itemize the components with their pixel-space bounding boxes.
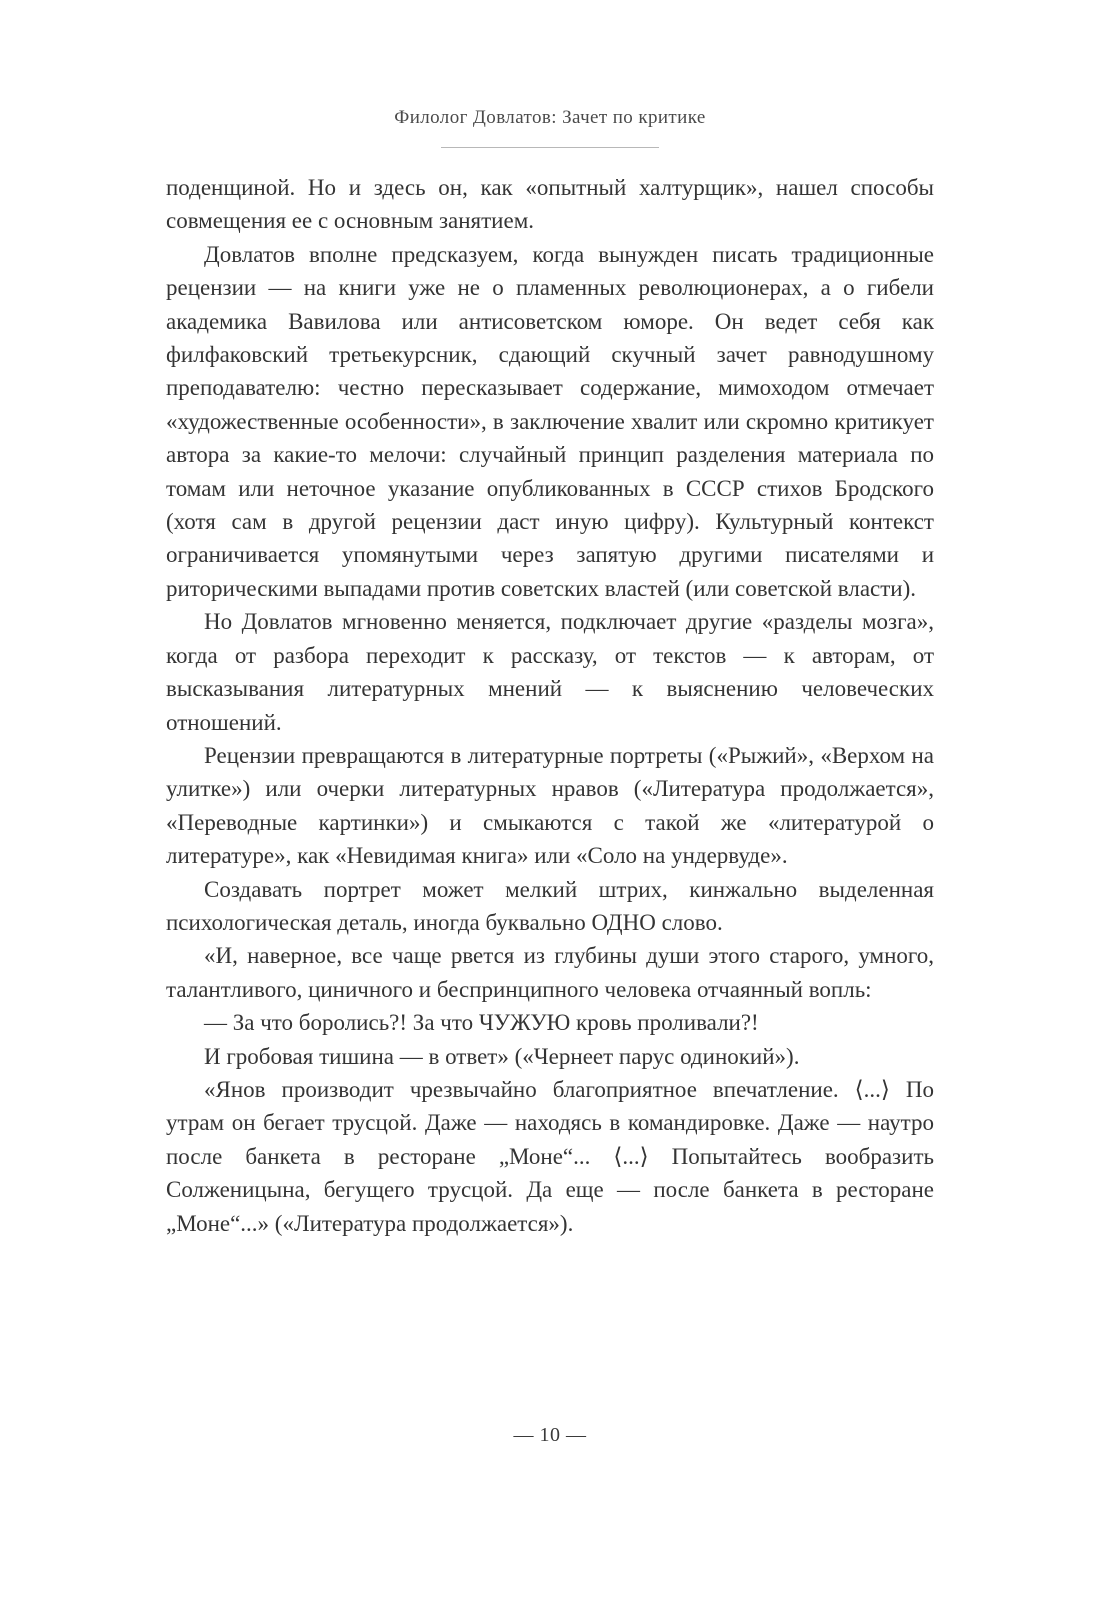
paragraph: «Янов производит чрезвычайно благоприятное впечатление. ⟨...⟩ По утрам он бегает трусцой. Даже — находясь в командировке. Даже — наутро после банкета в ресторане „Моне“... ⟨...⟩ Попытайтесь вообразить Солженицына, бегущего трусцой. Да еще — после банкета в ресторане „Моне“...» («Литература продолжается»). [166, 1076, 934, 1236]
paragraph: Рецензии превращаются в литературные портреты («Рыжий», «Верхом на улитке») или очерки литературных нравов («Литература продолжается», «Переводные картинки») и смыкаются с такой же «литературой о литературе», как «Невидимая книга» или «Соло на ундервуде». [166, 742, 934, 869]
paragraph: Но Довлатов мгновенно меняется, подключает другие «разделы мозга», когда от разбора переходит к рассказу, от текстов — к авторам, от высказывания литературных мнений — к выяснению человеческих отношений. [166, 609, 934, 735]
page-header [0, 0, 1100, 148]
header-rule [441, 147, 659, 148]
paragraph: — За что боролись?! За что ЧУЖУЮ кровь проливали?! [204, 1010, 759, 1036]
page-footer [0, 1424, 1100, 1447]
running-title: Филолог Довлатов: Зачет по критике [394, 107, 706, 128]
page-number: — 10 — [513, 1424, 587, 1446]
paragraph: «И, наверное, все чаще рвется из глубины души этого старого, умного, талантливого, циничного и беспринципного человека отчаянный вопль: [166, 943, 934, 1002]
text-block [166, 171, 934, 1240]
paragraph: И гробовая тишина — в ответ» («Чернеет парус одинокий»). [204, 1043, 800, 1069]
paragraph: Создавать портрет может мелкий штрих, кинжально выделенная психологическая деталь, иногда буквально ОДНО слово. [166, 876, 934, 935]
paragraph: Довлатов вполне предсказуем, когда вынужден писать традиционные рецензии — на книги уже не о пламенных революционерах, а о гибели академика Вавилова или антисоветском юморе. Он ведет себя как филфаковский третьекурсник, сдающий скучный зачет равнодушному преподавателю: честно пересказывает содержание, мимоходом отмечает «художественные особенности», в заключение хвалит или скромно критикует автора за какие-то мелочи: случайный принцип разделения материала по томам или неточное указание опубликованных в СССР стихов Бродского (хотя сам в другой рецензии даст иную цифру). Культурный контекст ограничивается упомянутыми через запятую другими писателями и риторическими выпадами против советских властей (или советской власти). [166, 241, 934, 601]
paragraph: поденщиной. Но и здесь он, как «опытный халтурщик», нашел способы совмещения ее с основным занятием. [166, 175, 934, 234]
